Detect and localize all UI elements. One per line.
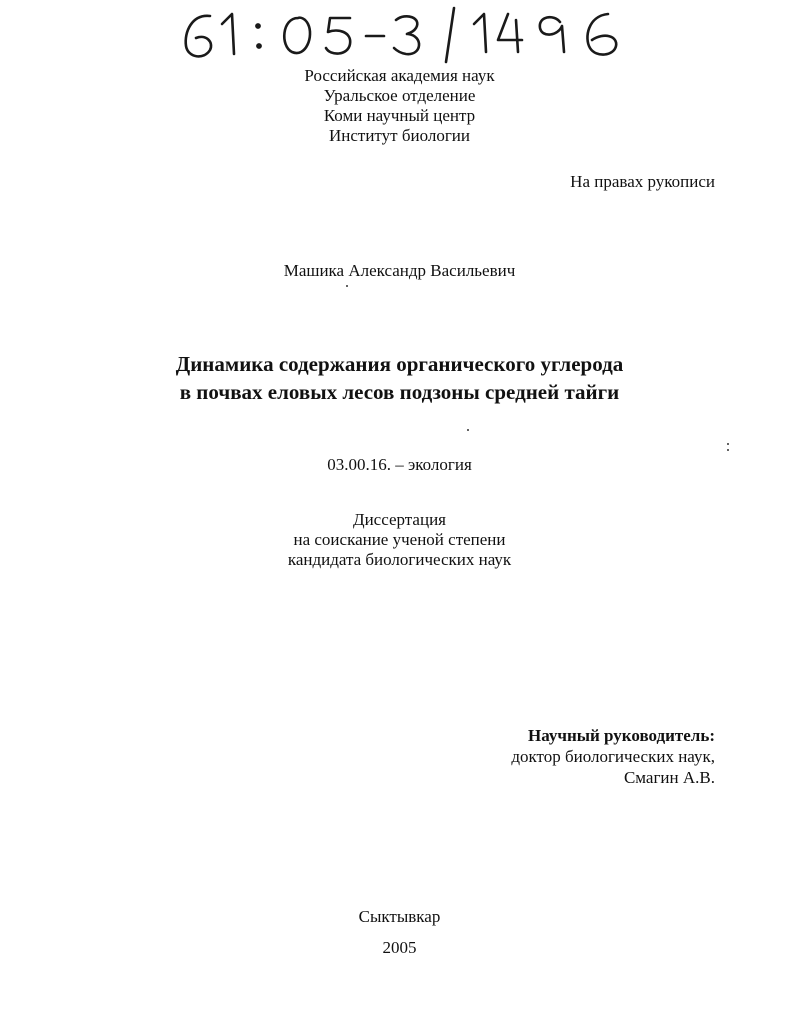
institution-line: Уральское отделение [323,86,476,105]
city [0,907,799,927]
dissertation-title [0,350,799,406]
author-name [0,261,799,281]
scan-speck [346,285,348,287]
year [0,938,799,958]
scan-speck [467,429,469,431]
scan-speck [727,443,729,445]
supervisor-block [511,725,715,788]
handwritten-catalog-number [170,2,640,64]
title-line-1: Динамика содержания органического углерода [175,352,624,376]
supervisor-name: Смагин А.В. [623,768,715,787]
institution-block [0,66,799,146]
year-text: 2005 [382,938,417,957]
specialty-text: 03.00.16. – экология [327,455,472,474]
scan-speck [727,449,729,451]
title-line-2: в почвах еловых лесов подзоны средней тайги [179,380,620,404]
supervisor-degree: доктор биологических наук, [511,747,715,766]
city-text: Сыктывкар [358,907,441,926]
dissertation-degree-block [0,510,799,570]
dissertation-line-3: кандидата биологических наук [287,550,512,569]
manuscript-note: На правах рукописи [570,172,715,191]
specialty-code [0,455,799,475]
institution-line: Институт биологии [328,126,470,145]
author-name-text: Машика Александр Васильевич [283,261,516,280]
dissertation-line-1: Диссертация [352,510,446,529]
supervisor-label: Научный руководитель: [528,726,715,745]
institution-line: Коми научный центр [323,106,476,125]
institution-line: Российская академия наук [304,66,495,85]
dissertation-line-2: на соискание ученой степени [293,530,506,549]
